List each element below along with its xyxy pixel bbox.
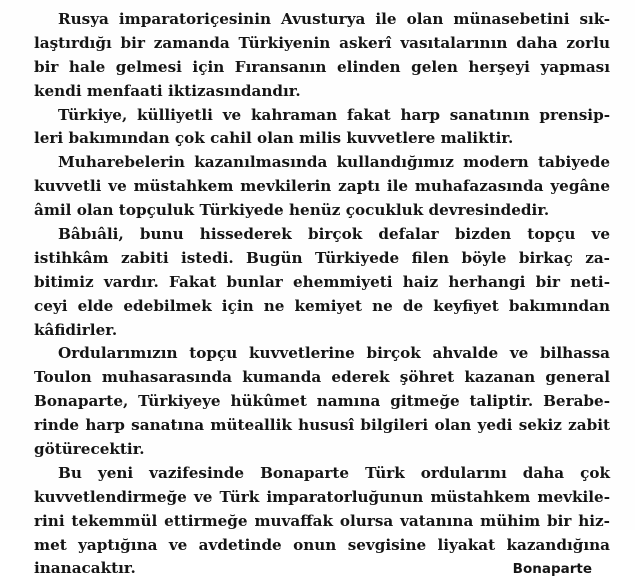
text-line: Muharebelerin kazanılmasında kullandığımız modern tabiyede xyxy=(58,153,610,172)
text-line: Bonaparte, Türkiyeye hükûmet namına gitmeğe taliptir. Berabe- xyxy=(34,392,610,411)
text-line: Ordularımızın topçu kuvvetlerine birçok ahvalde ve bilhassa xyxy=(58,344,610,363)
text-line: laştırdığı bir zamanda Türkiyenin askerî vasıtalarının daha zorlu xyxy=(34,33,610,52)
closing-line xyxy=(34,557,610,581)
document-body xyxy=(34,8,610,581)
text-line: âmil olan topçuluk Türkiyede henüz çocukluk devresindedir. xyxy=(34,201,550,220)
text-line: met yaptığına ve avdetinde onun sevgisine liyakat kazandığına xyxy=(34,535,610,554)
text-line: bitimiz vardır. Fakat bunlar ehemmiyeti haiz herhangi bir neti- xyxy=(34,272,610,291)
text-line: istihkâm zabiti istedi. Bugün Türkiyede filen böyle birkaç za- xyxy=(34,248,610,267)
text-line: Bâbıâli, bunu hissederek birçok defalar bizden topçu ve xyxy=(58,225,610,244)
text-line: Bu yeni vazifesinde Bonaparte Türk ordularını daha çok xyxy=(58,463,610,482)
text-line: kuvvetlendirmeğe ve Türk imparatorluğunun müstahkem mevkile- xyxy=(34,487,610,506)
text-line: kuvvetli ve müstahkem mevkilerin zaptı ile muhafazasında yegâne xyxy=(34,177,610,196)
text-line: rinde harp sanatına müteallik hususî bilgileri olan yedi sekiz zabit xyxy=(34,416,610,435)
text-line: kendi menfaati iktizasındandır. xyxy=(34,81,301,100)
text-line: Türkiye, külliyetli ve kahraman fakat harp sanatının prensip- xyxy=(58,105,610,124)
closing-text: inanacaktır. xyxy=(34,559,136,578)
text-line: götürecektir. xyxy=(34,440,145,459)
text-line: Rusya imparatoriçesinin Avusturya ile olan münasebetini sık- xyxy=(58,10,610,28)
signature: Bonaparte xyxy=(512,561,592,578)
text-line: ceyi elde edebilmek için ne kemiyet ne de keyfiyet bakımından xyxy=(34,296,610,315)
text-line: Toulon muhasarasında kumanda ederek şöhret kazanan general xyxy=(34,368,610,387)
text-line: rini tekemmül ettirmeğe muvaffak olursa vatanına mühim bir hiz- xyxy=(34,511,610,530)
text-line: bir hale gelmesi için Fıransanın elinden gelen herşeyi yapması xyxy=(34,57,610,76)
text-line: kâfidirler. xyxy=(34,320,118,339)
text-line: leri bakımından çok cahil olan milis kuvvetlere maliktir. xyxy=(34,129,514,148)
